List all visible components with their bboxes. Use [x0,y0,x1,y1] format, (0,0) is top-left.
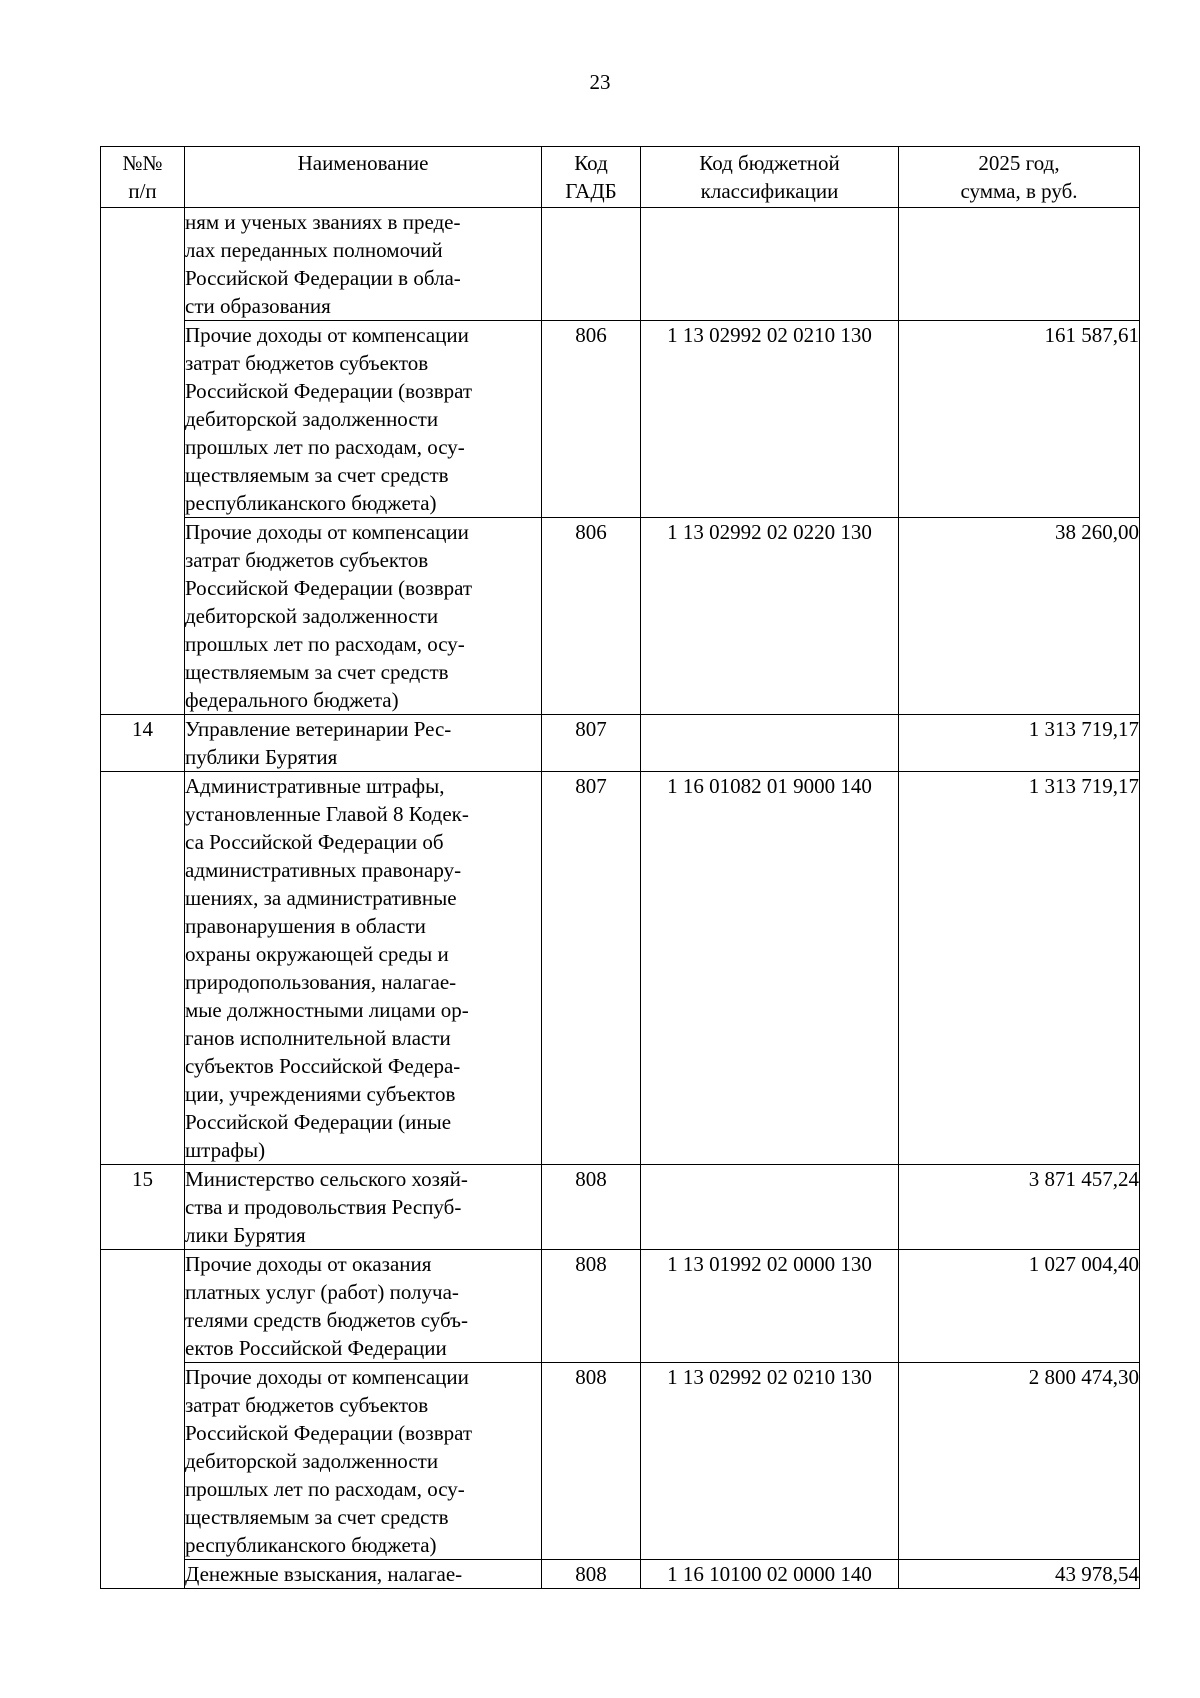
table-row [101,1560,1140,1589]
row-gadb: 808 [542,1165,641,1250]
row-name: Прочие доходы от компенсации затрат бюджетов субъектов Российской Федерации (возврат дебиторской задолженности прошлых лет по расходам, осу- ществляемым за счет средств республиканского бюджета) [185,321,542,518]
row-gadb: 808 [542,1250,641,1363]
row-gadb: 806 [542,518,641,715]
header-gadb: Код ГАДБ [542,147,641,208]
table-row [101,1165,1140,1250]
row-num [101,1250,185,1363]
row-amount: 1 313 719,17 [899,772,1140,1165]
row-name: Прочие доходы от оказания платных услуг (работ) получа- телями средств бюджетов субъ- ектов Российской Федерации [185,1250,542,1363]
header-code: Код бюджетной классификации [641,147,899,208]
row-gadb: 807 [542,772,641,1165]
row-name: Денежные взыскания, налагае- [185,1560,542,1589]
page-number: 23 [589,70,611,94]
row-num [101,518,185,715]
row-num: 15 [101,1165,185,1250]
table-row [101,772,1140,1165]
table-row [101,518,1140,715]
row-num: 14 [101,715,185,772]
row-code: 1 16 10100 02 0000 140 [641,1560,899,1589]
row-amount: 43 978,54 [899,1560,1140,1589]
row-name: Административные штрафы, установленные Главой 8 Кодек- са Российской Федерации об административных правонару- шениях, за административные правонарушения в области охраны окружающей среды и природопользования, налагае- мые должностными лицами ор- ганов исполнительной власти субъектов Российской Федера- ции, учреждениями субъектов Российской Федерации (иные штрафы) [185,772,542,1165]
table-header-row [101,147,1140,208]
row-gadb: 807 [542,715,641,772]
row-code [641,715,899,772]
row-num [101,1560,185,1589]
table-row [101,1250,1140,1363]
row-name: Министерство сельского хозяй- ства и продовольствия Респуб- лики Бурятия [185,1165,542,1250]
row-name: Прочие доходы от компенсации затрат бюджетов субъектов Российской Федерации (возврат дебиторской задолженности прошлых лет по расходам, осу- ществляемым за счет средств республиканского бюджета) [185,1363,542,1560]
row-code: 1 13 02992 02 0210 130 [641,321,899,518]
row-amount: 1 313 719,17 [899,715,1140,772]
row-num [101,1363,185,1560]
row-num [101,208,185,321]
row-amount [899,208,1140,321]
table-row [101,715,1140,772]
row-gadb: 806 [542,321,641,518]
row-num [101,321,185,518]
row-code: 1 13 02992 02 0220 130 [641,518,899,715]
header-name: Наименование [185,147,542,208]
table-row [101,208,1140,321]
row-name: Управление ветеринарии Рес- публики Бурятия [185,715,542,772]
row-amount: 3 871 457,24 [899,1165,1140,1250]
table-row [101,1363,1140,1560]
row-num [101,772,185,1165]
row-amount: 161 587,61 [899,321,1140,518]
row-name: ням и ученых званиях в преде- лах переданных полномочий Российской Федерации в обла- сти образования [185,208,542,321]
row-name: Прочие доходы от компенсации затрат бюджетов субъектов Российской Федерации (возврат дебиторской задолженности прошлых лет по расходам, осу- ществляемым за счет средств федерального бюджета) [185,518,542,715]
table-row [101,321,1140,518]
row-code: 1 13 01992 02 0000 130 [641,1250,899,1363]
row-amount: 1 027 004,40 [899,1250,1140,1363]
row-gadb: 808 [542,1363,641,1560]
row-amount: 2 800 474,30 [899,1363,1140,1560]
header-amount: 2025 год, сумма, в руб. [899,147,1140,208]
row-amount: 38 260,00 [899,518,1140,715]
row-code [641,208,899,321]
row-code [641,1165,899,1250]
row-code: 1 16 01082 01 9000 140 [641,772,899,1165]
row-gadb [542,208,641,321]
header-num: №№ п/п [101,147,185,208]
row-gadb: 808 [542,1560,641,1589]
row-code: 1 13 02992 02 0210 130 [641,1363,899,1560]
budget-revenue-table [100,146,1140,1589]
